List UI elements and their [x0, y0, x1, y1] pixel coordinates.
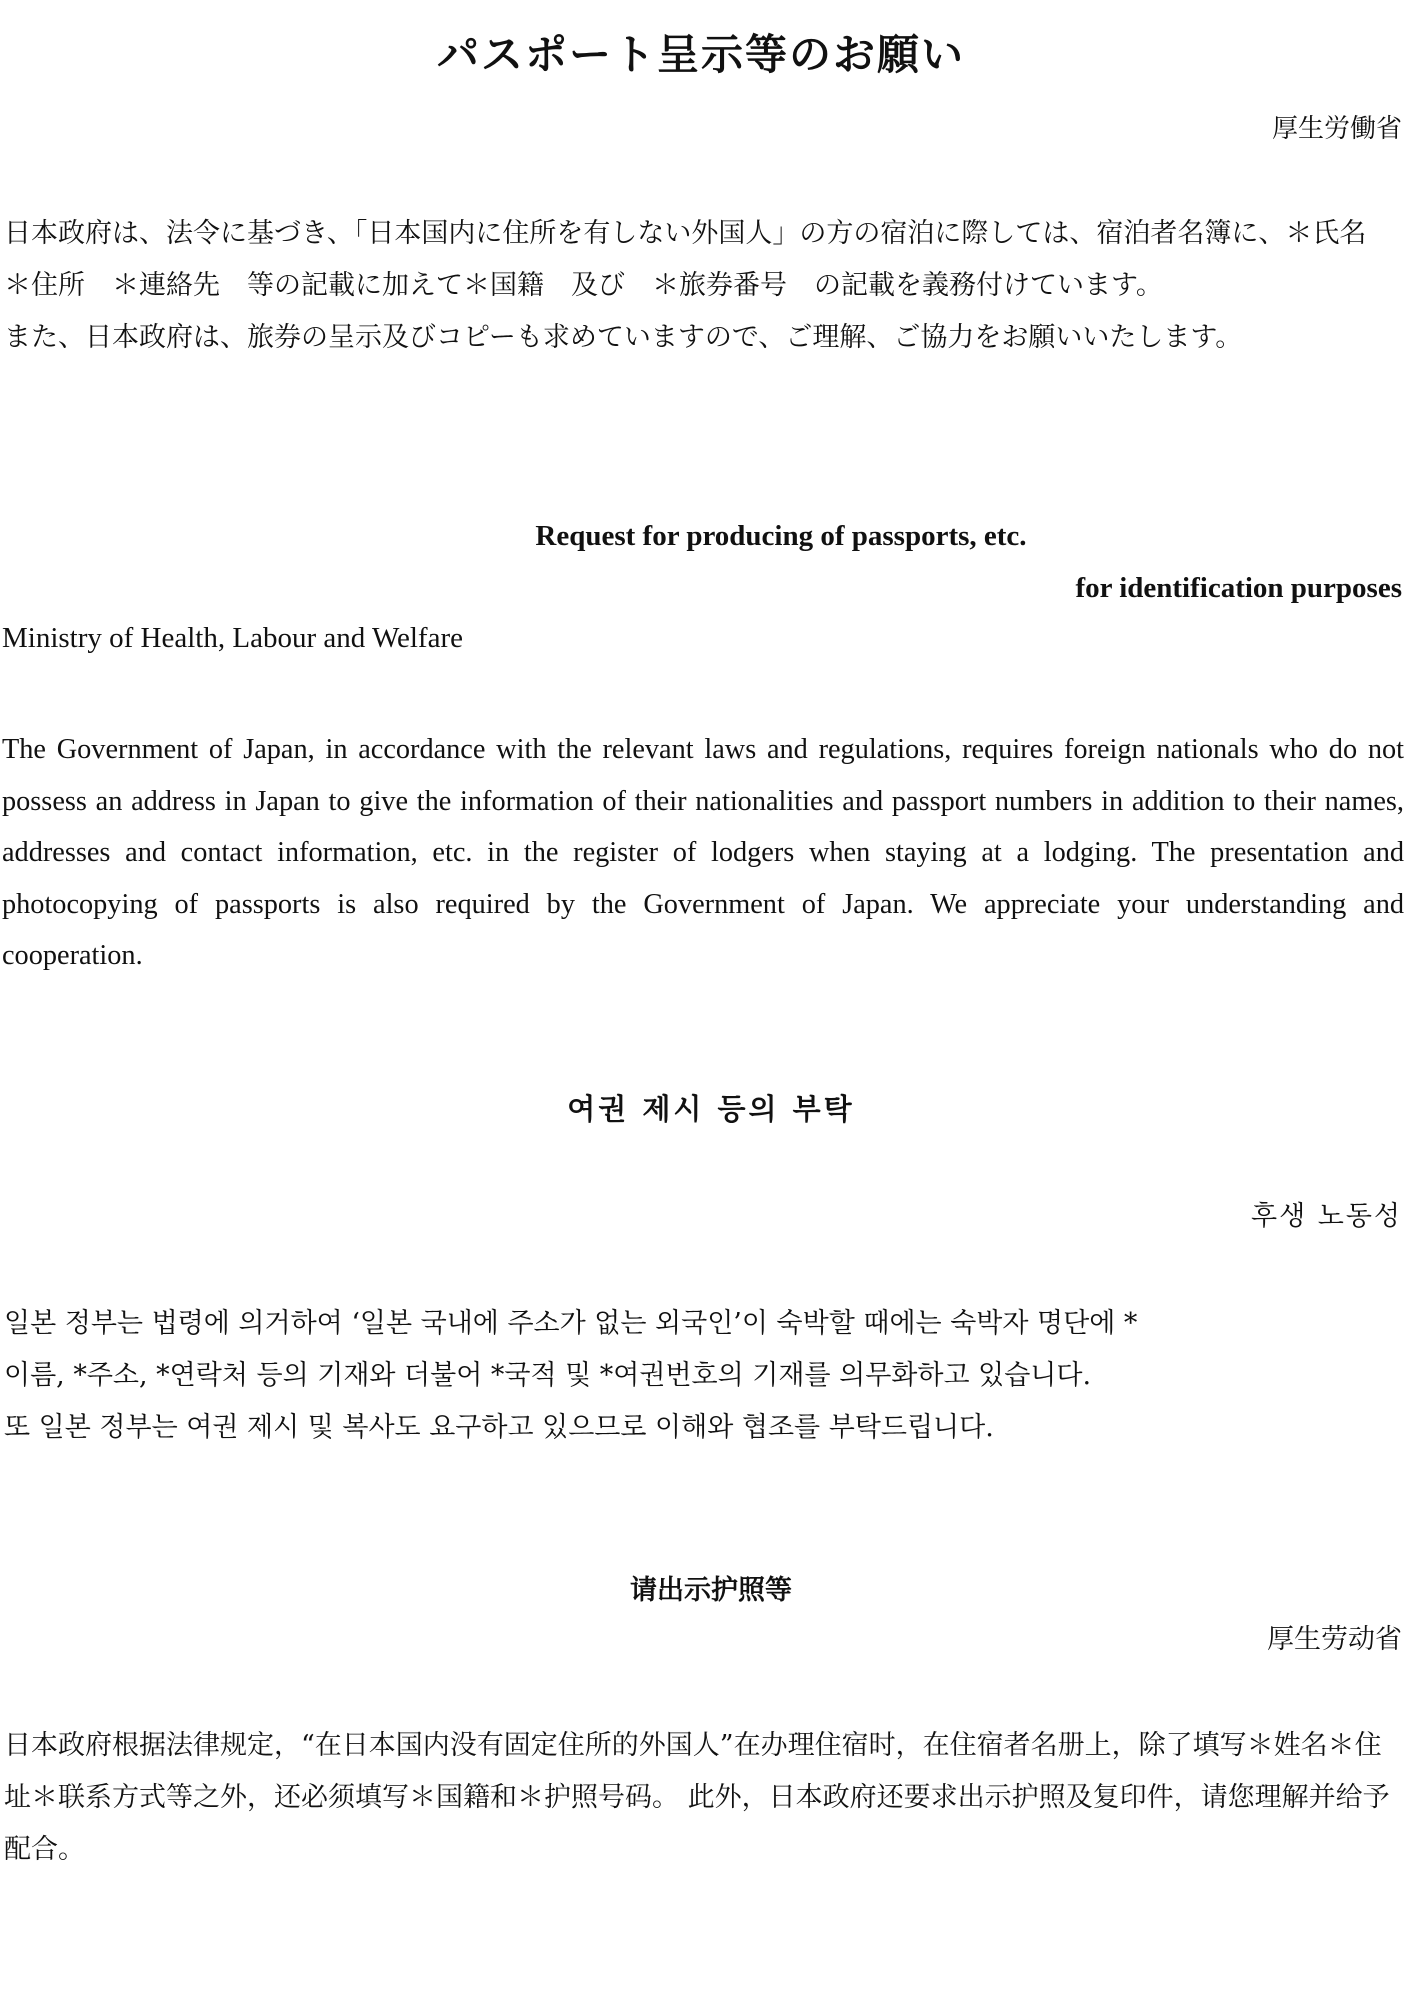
- chinese-organization: 厚生劳动省: [1267, 1624, 1402, 1655]
- chinese-paragraph: 日本政府根据法律规定，“在日本国内没有固定住所的外国人”在办理住宿时，在住宿者名册上，除了填写＊姓名＊住址＊联系方式等之外，还必须填写＊国籍和＊护照号码。 此外，日本政府还要求出示护照及复印件，请您理解并给予配合。: [4, 1730, 1390, 1865]
- english-title: Request for producing of passports, etc.: [535, 520, 1027, 552]
- korean-line-2: 이름, *주소, *연락처 등의 기재와 더불어 *국적 및 *여권번호의 기재를 의무화하고 있습니다.: [4, 1360, 1092, 1391]
- japanese-paragraph-2: また、日本政府は、旅券の呈示及びコピーも求めていますので、ご理解、ご協力をお願いいたします。: [4, 322, 1243, 353]
- japanese-paragraph-1: 日本政府は、法令に基づき、「日本国内に住所を有しない外国人」の方の宿泊に際しては、宿泊者名簿に、＊氏名 ＊住所 ＊連絡先 等の記載に加えて＊国籍 及び ＊旅券番号 の記載を義務付けています。: [4, 218, 1394, 301]
- korean-line-1: 일본 정부는 법령에 의거하여 ‘일본 국내에 주소가 없는 외국인’이 숙박할 때에는 숙박자 명단에 *: [4, 1308, 1138, 1339]
- english-organization: Ministry of Health, Labour and Welfare: [2, 622, 463, 654]
- english-body: The Government of Japan, in accordance with the relevant laws and regulations, requires foreign nationals who do not possess an address in Japan to give the information of their nationalities and passport numbers in addition to their names, addresses and contact information, etc. in the register of lodgers when staying at a lodging. The presentation and photocopying of passports is also required by the Government of Japan. We appreciate your understanding and cooperation.: [2, 734, 1404, 971]
- japanese-title: パスポート呈示等のお願い: [436, 30, 965, 79]
- chinese-title: 请出示护照等: [630, 1575, 792, 1606]
- korean-organization: 후생 노동성: [1251, 1201, 1402, 1232]
- korean-body: [0, 1298, 1406, 1454]
- japanese-body: [0, 208, 1402, 364]
- english-subtitle: for identification purposes: [1075, 572, 1402, 604]
- korean-line-3: 또 일본 정부는 여권 제시 및 복사도 요구하고 있으므로 이해와 협조를 부탁드립니다.: [4, 1412, 994, 1443]
- korean-title: 여권 제시 등의 부탁: [567, 1092, 855, 1126]
- chinese-body: [0, 1720, 1406, 1876]
- japanese-organization: 厚生労働省: [1271, 114, 1402, 144]
